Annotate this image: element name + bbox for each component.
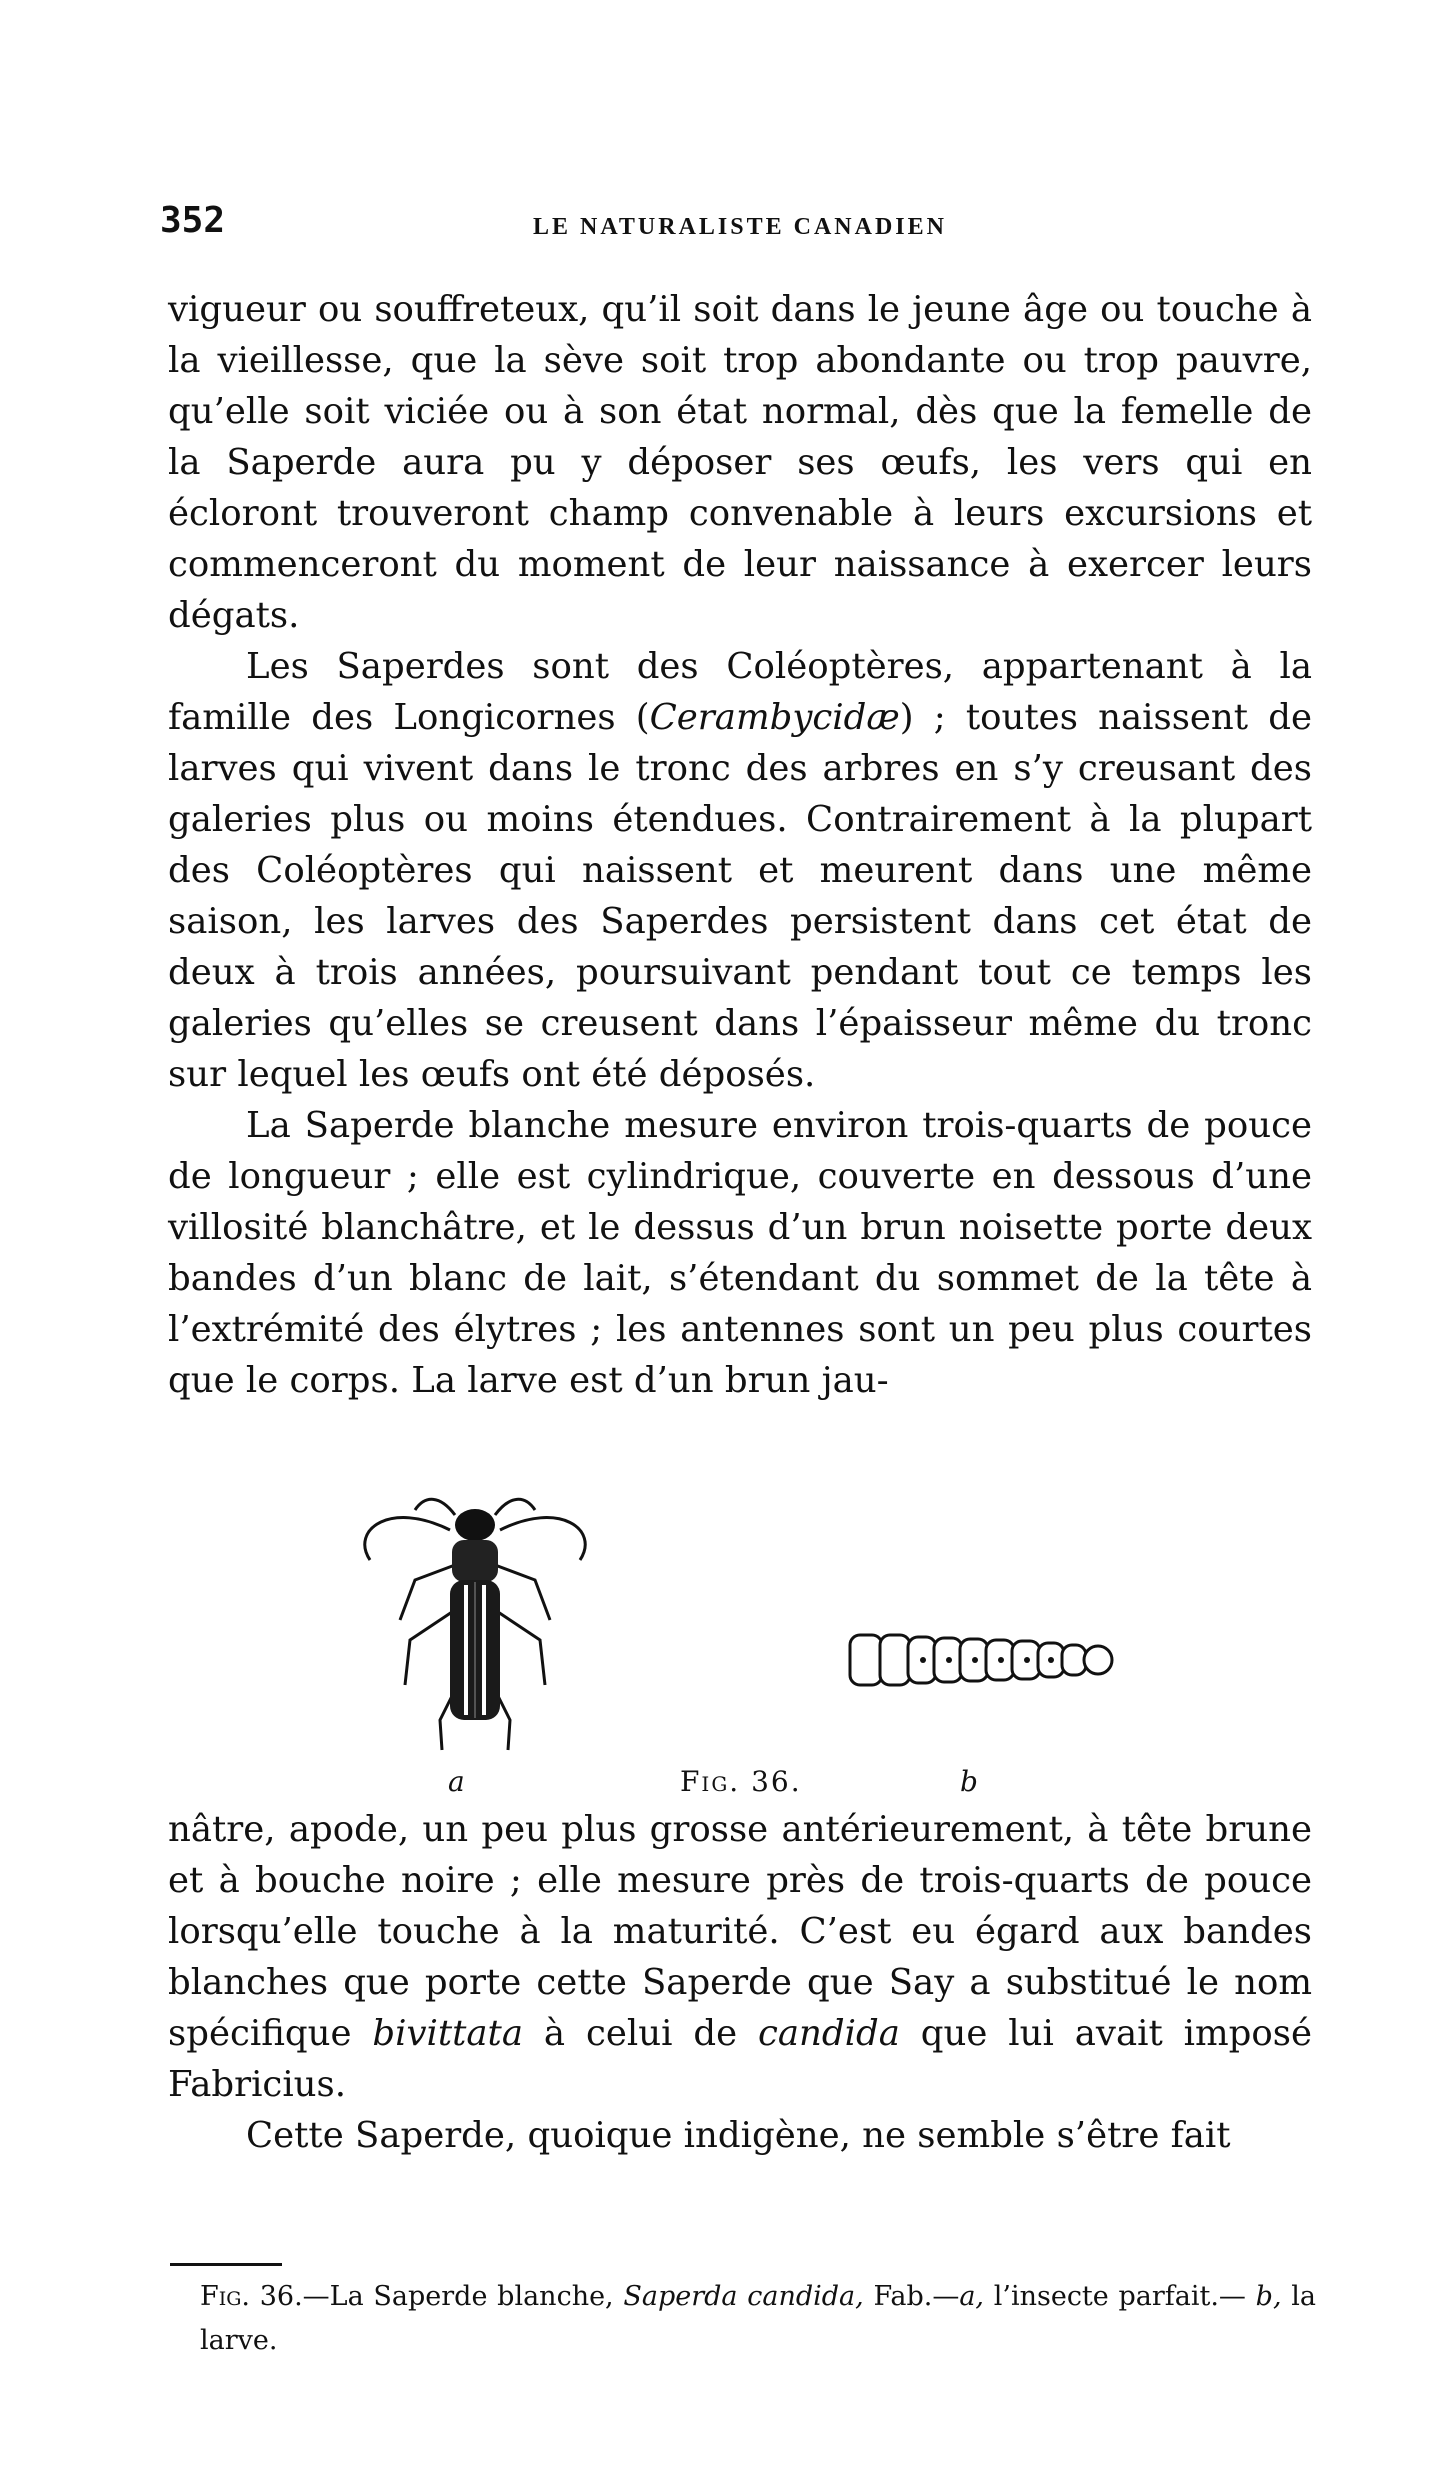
footnote-italic: Saperda candida, — [623, 2281, 864, 2312]
text-run: Les Saperdes sont des Coléoptères, appartenant à la famille des Longicornes ( — [168, 646, 1312, 738]
figure-label-b: b — [960, 1765, 978, 1798]
paragraph-p2 — [168, 641, 1312, 1100]
footnote-italic: b, — [1255, 2281, 1282, 2312]
footnote-text: l’insecte parfait.— — [984, 2281, 1256, 2312]
footnote-rule — [170, 2263, 282, 2266]
paragraph-p1 — [168, 284, 1312, 641]
body-text-top — [168, 284, 1312, 1406]
text-run: La Saperde blanche mesure environ trois-quarts de pouce de longueur ; elle est cylindrique, couverte en dessous d’une villosité blanchâtre, et le dessus d’un brun noisette porte deux bandes d’un blanc de lait, s’étendant du sommet de la tête à l’extrémité des élytres ; les antennes sont un peu plus courtes que le corps. La larve est d’un brun jau- — [168, 1105, 1312, 1401]
italic-term: candida — [757, 2013, 900, 2054]
footnote-text: —La Saperde blanche, — [302, 2281, 624, 2312]
text-run: Cette Saperde, quoique indigène, ne semble s’être fait — [246, 2115, 1231, 2156]
page-number: 352 — [160, 200, 226, 241]
larva-illustration — [840, 1620, 1140, 1700]
body-text-bottom — [168, 1804, 1312, 2161]
figure-caption: Fig. 36. — [680, 1765, 802, 1798]
text-run: à celui de — [523, 2013, 758, 2054]
italic-term: Cerambycidæ — [649, 697, 900, 738]
text-run: vigueur ou souffreteux, qu’il soit dans le jeune âge ou touche à la vieillesse, que la sève soit trop abondante ou trop pauvre, qu’elle soit viciée ou à son état normal, dès que la femelle de la Saperde aura pu y déposer ses œufs, les vers qui en écloront trouveront champ convenable à leurs excursions et commenceront du moment de leur naissance à exercer leurs dégats. — [168, 289, 1312, 636]
footnote-italic: a, — [959, 2281, 985, 2312]
running-title: LE NATURALISTE CANADIEN — [533, 214, 947, 240]
page-header — [160, 200, 1320, 260]
beetle-illustration — [330, 1490, 620, 1760]
footnote-text: Fig. 36. — [200, 2281, 303, 2312]
text-run: que lui avait imposé Fabricius. — [168, 2013, 1313, 2105]
paragraph-p5 — [168, 2110, 1312, 2161]
paragraph-p3 — [168, 1100, 1312, 1406]
footnote — [200, 2275, 1316, 2363]
text-run: ) ; toutes naissent de larves qui vivent dans le tronc des arbres en s’y creusant des galeries plus ou moins étendues. Contrairement à la plupart des Coléoptères qui naissent et meurent dans une même saison, les larves des Saperdes persistent dans cet état de deux à trois années, poursuivant pendant tout ce temps les galeries qu’elles se creusent dans l’épaisseur même du tronc sur lequel les œufs ont été déposés. — [168, 697, 1312, 1095]
italic-term: bivittata — [372, 2013, 523, 2054]
footnote-text: Fab.— — [863, 2281, 960, 2312]
figure-36 — [160, 1490, 1320, 1798]
footnote-text: la larve. — [200, 2281, 1316, 2356]
paragraph-p4 — [168, 1804, 1312, 2110]
text-run: nâtre, apode, un peu plus grosse antérieurement, à tête brune et à bouche noire ; elle mesure près de trois-quarts de pouce lorsqu’elle touche à la maturité. C’est eu égard aux bandes blanches que porte cette Saperde que Say a substitué le nom spécifique — [168, 1809, 1312, 2054]
figure-label-a: a — [448, 1765, 465, 1798]
